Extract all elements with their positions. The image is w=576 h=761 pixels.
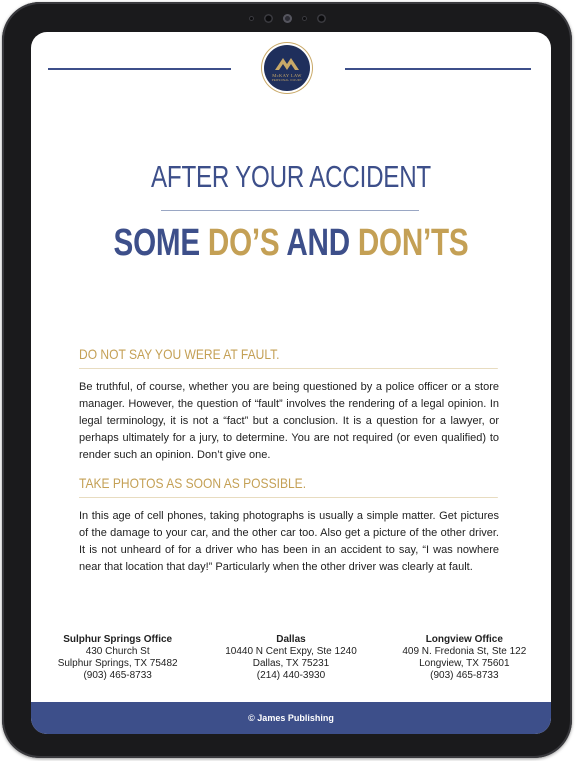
office-street: 430 Church St bbox=[85, 646, 150, 657]
header-rule-right bbox=[345, 68, 531, 70]
office-list bbox=[31, 634, 551, 682]
subtitle-dos: DO’S bbox=[207, 222, 280, 264]
publisher-footer: © James Publishing bbox=[31, 702, 551, 734]
office-city: Longview, TX 75601 bbox=[419, 658, 510, 669]
section-fault bbox=[79, 346, 499, 464]
office-phone: (903) 465-8733 bbox=[83, 670, 152, 681]
office-phone: (214) 440-3930 bbox=[256, 670, 326, 681]
office-name: Sulphur Springs Office bbox=[63, 634, 173, 645]
document-page bbox=[31, 32, 551, 734]
office-city: Dallas, TX 75231 bbox=[252, 658, 330, 669]
subtitle-some: SOME bbox=[113, 222, 208, 264]
law-firm-logo bbox=[264, 45, 310, 91]
sensor-icon bbox=[317, 14, 326, 23]
camera-bar bbox=[2, 10, 572, 26]
sensor-icon bbox=[302, 16, 307, 21]
subtitle-and: AND bbox=[279, 222, 358, 264]
office-name: Dallas bbox=[276, 634, 306, 645]
office-city: Sulphur Springs, TX 75482 bbox=[57, 658, 178, 669]
section-photos bbox=[79, 475, 499, 576]
logo-subtext: PERSONAL INJURY bbox=[271, 77, 303, 82]
subtitle-donts: DON’TS bbox=[357, 222, 469, 264]
mountain-logo-icon bbox=[274, 55, 300, 71]
section-heading: DO NOT SAY YOU WERE AT FAULT. bbox=[79, 346, 498, 369]
sensor-icon bbox=[264, 14, 273, 23]
office-street: 10440 N Cent Expy, Ste 1240 bbox=[225, 646, 357, 657]
page-subtitle bbox=[88, 222, 494, 265]
office-dallas bbox=[204, 634, 377, 682]
logo-text: McKAY LAW bbox=[272, 72, 302, 78]
section-heading: TAKE PHOTOS AS SOON AS POSSIBLE. bbox=[79, 475, 498, 498]
office-longview bbox=[378, 634, 551, 682]
section-body: Be truthful, of course, whether you are being questioned by a police officer or a store manager. However, the question of “fault” involves the rendering of a legal opinion. In legal terminology, it is not a “fact” but a conclusion. It is a question for a lawyer, or perhaps ultimately for a jury, to determine. You are not required (or even qualified) to render such an opinion. Don’t give one. bbox=[79, 381, 499, 461]
office-sulphur-springs bbox=[31, 634, 204, 682]
page-title: AFTER YOUR ACCIDENT bbox=[151, 159, 431, 194]
office-name: Longview Office bbox=[425, 634, 503, 645]
section-body: In this age of cell phones, taking photographs is usually a simple matter. Get pictures of the damage to your car, and the other car too. Also get a picture of the other driver. It is not unheard of for a driver who has been in an accident to say, “I was nowhere near that location that day!” Particularly when the other driver was clearly at fault. bbox=[79, 510, 499, 573]
sensor-icon bbox=[249, 16, 254, 21]
header-rule-left bbox=[48, 68, 231, 70]
office-phone: (903) 465-8733 bbox=[430, 670, 499, 681]
title-divider bbox=[161, 210, 419, 211]
office-street: 409 N. Fredonia St, Ste 122 bbox=[402, 646, 527, 657]
camera-icon bbox=[283, 14, 292, 23]
tablet-frame bbox=[2, 2, 572, 758]
